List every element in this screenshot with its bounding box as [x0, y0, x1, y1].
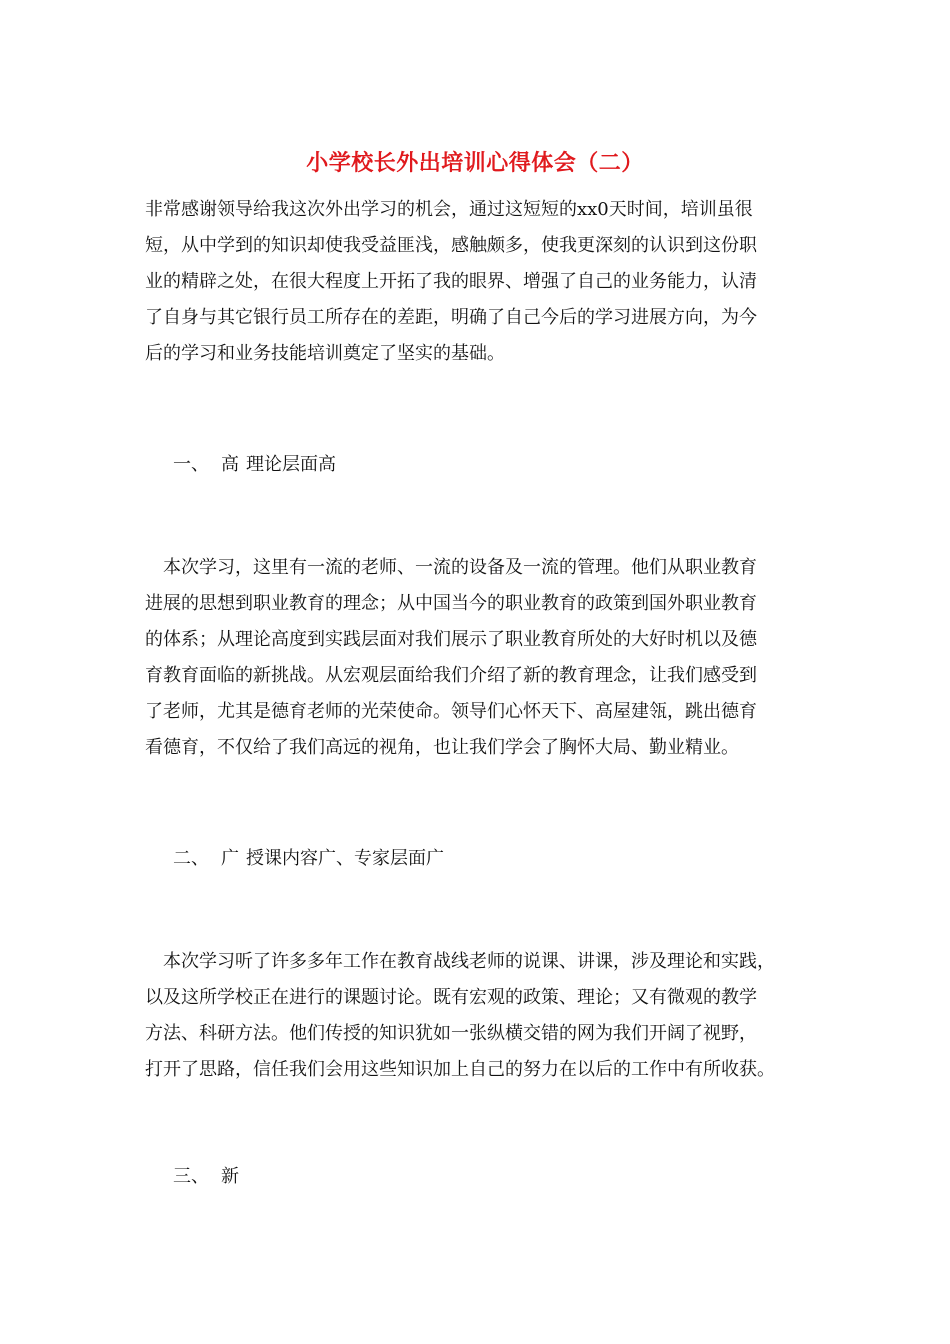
section-number: 一、 — [173, 454, 209, 475]
section-heading — [173, 847, 444, 871]
text-line: 以及这所学校正在进行的课题讨论。既有宏观的政策、理论；又有微观的教学 — [145, 987, 757, 1008]
text-line: 非常感谢领导给我这次外出学习的机会，通过这短短的xx0天时间，培训虽很 — [145, 199, 753, 220]
section-number: 三、 — [173, 1166, 209, 1187]
text-line: 进展的思想到职业教育的理念；从中国当今的职业教育的政策到国外职业教育 — [145, 593, 757, 614]
text-line: 本次学习，这里有一流的老师、一流的设备及一流的管理。他们从职业教育 — [145, 557, 757, 578]
section-keyword: 新 — [221, 1166, 239, 1187]
text-line: 方法、科研方法。他们传授的知识犹如一张纵横交错的网为我们开阔了视野， — [145, 1023, 757, 1044]
text-line: 业的精辟之处，在很大程度上开拓了我的眼界、增强了自己的业务能力，认清 — [145, 271, 757, 292]
section-number: 二、 — [173, 848, 209, 869]
section-keyword: 高 — [221, 454, 239, 475]
text-line: 短，从中学到的知识却使我受益匪浅，感触颇多，使我更深刻的认识到这份职 — [145, 235, 757, 256]
text-line: 看德育，不仅给了我们高远的视角，也让我们学会了胸怀大局、勤业精业。 — [145, 737, 739, 758]
section-heading — [173, 1165, 246, 1189]
document-title: 小学校长外出培训心得体会（二） — [306, 150, 644, 176]
text-line: 打开了思路，信任我们会用这些知识加上自己的努力在以后的工作中有所收获。 — [145, 1059, 775, 1080]
text-line: 了自身与其它银行员工所存在的差距，明确了自己今后的学习进展方向，为今 — [145, 307, 757, 328]
text-line: 后的学习和业务技能培训奠定了坚实的基础。 — [145, 343, 505, 364]
text-line: 育教育面临的新挑战。从宏观层面给我们介绍了新的教育理念，让我们感受到 — [145, 665, 757, 686]
text-line: 了老师，尤其是德育老师的光荣使命。领导们心怀天下、高屋建瓴，跳出德育 — [145, 701, 757, 722]
text-line: 的体系；从理论高度到实践层面对我们展示了职业教育所处的大好时机以及德 — [145, 629, 757, 650]
section-heading-text: 理论层面高 — [246, 454, 336, 475]
text-line: 本次学习听了许多多年工作在教育战线老师的说课、讲课，涉及理论和实践， — [145, 951, 775, 972]
section-heading — [173, 453, 336, 477]
section-keyword: 广 — [221, 848, 239, 869]
section-heading-text: 授课内容广、专家层面广 — [246, 848, 444, 869]
